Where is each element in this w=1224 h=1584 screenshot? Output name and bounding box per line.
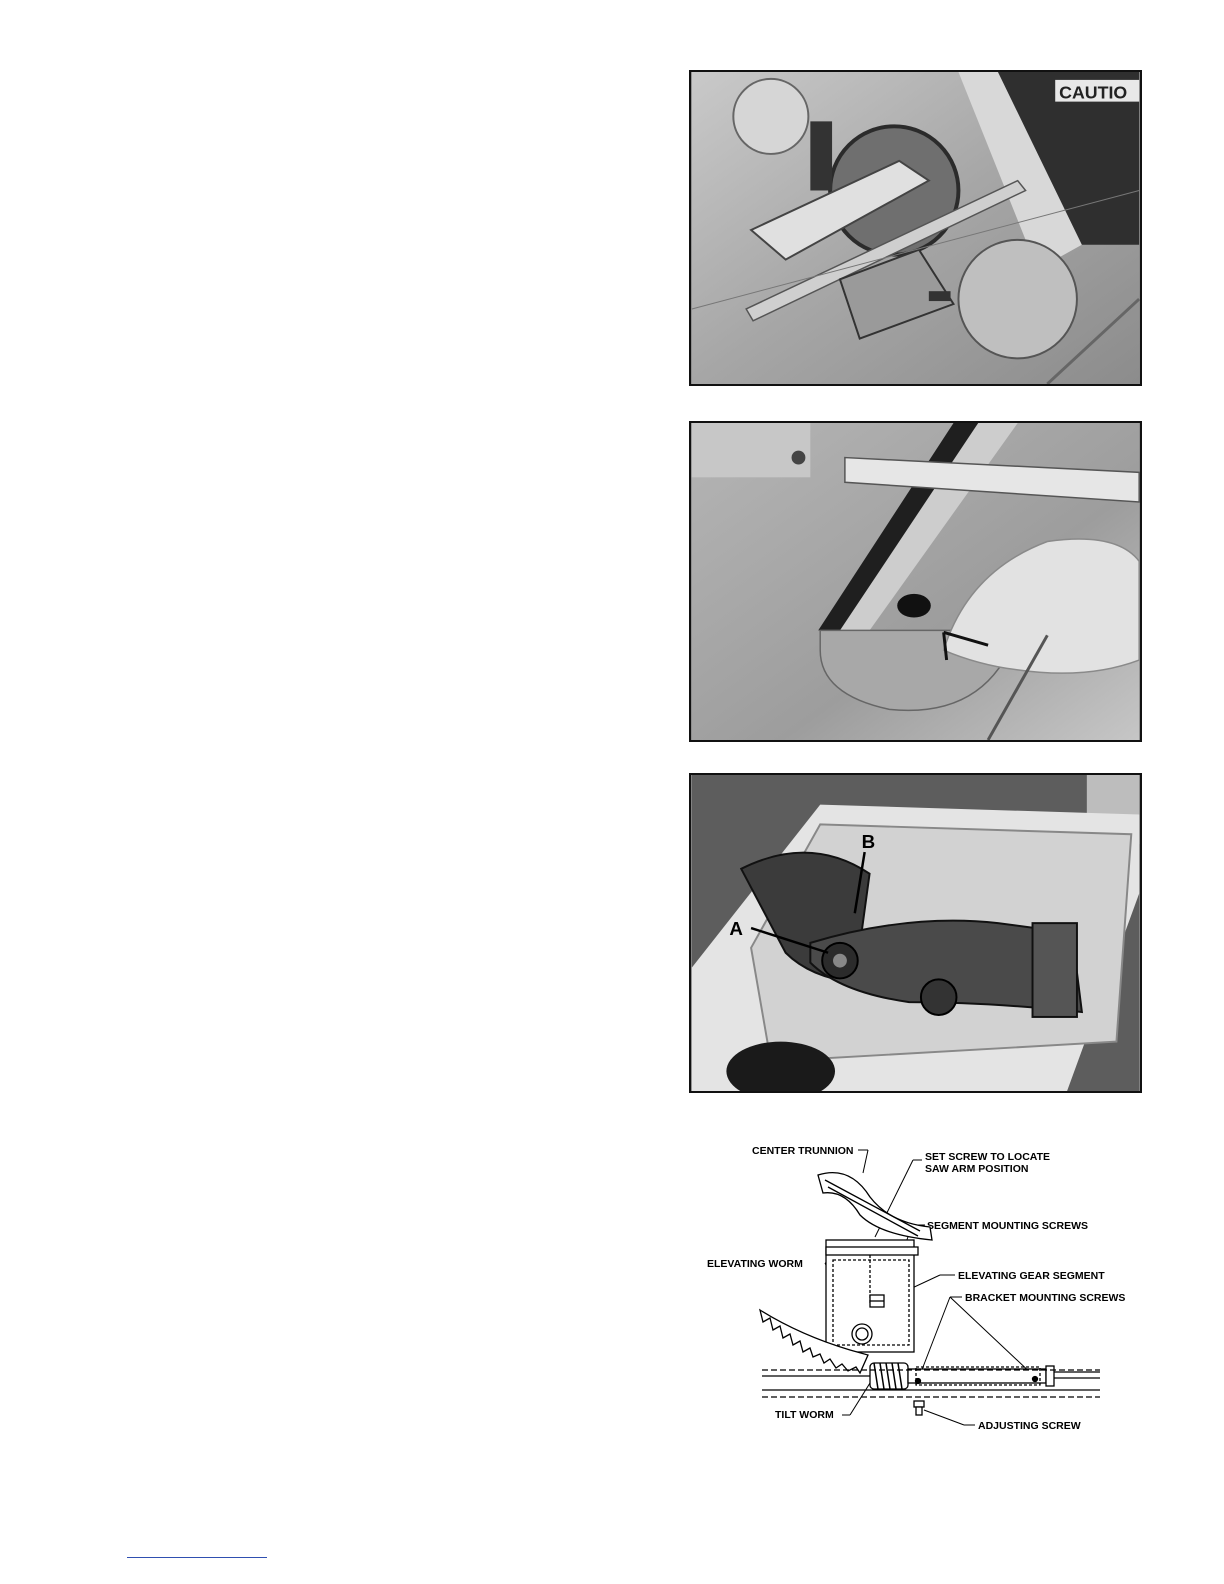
callout-a: A [729,917,743,939]
caution-decal-text: CAUTIO [1059,82,1128,103]
label-segment-mounting-screws: SEGMENT MOUNTING SCREWS [927,1220,1089,1232]
label-elevating-worm: ELEVATING WORM [707,1258,803,1270]
label-set-screw-line2: SAW ARM POSITION [925,1163,1029,1175]
label-bracket-mounting-screws: BRACKET MOUNTING SCREWS [965,1292,1126,1304]
label-adjusting-screw: ADJUSTING SCREW [978,1420,1081,1432]
label-elevating-gear-segment: ELEVATING GEAR SEGMENT [958,1270,1105,1282]
label-set-screw-line1: SET SCREW TO LOCATE [925,1151,1051,1163]
callout-b: B [861,831,876,853]
photo-blade-square-check [689,70,1142,386]
footer-link-rule [127,1557,267,1558]
label-tilt-worm: TILT WORM [775,1409,834,1421]
photo-trunnion-assembly [689,773,1142,1093]
trunnion-diagram [700,1135,1140,1440]
photo-miter-slot-alignment [689,421,1142,742]
label-center-trunnion: CENTER TRUNNION [752,1145,854,1157]
